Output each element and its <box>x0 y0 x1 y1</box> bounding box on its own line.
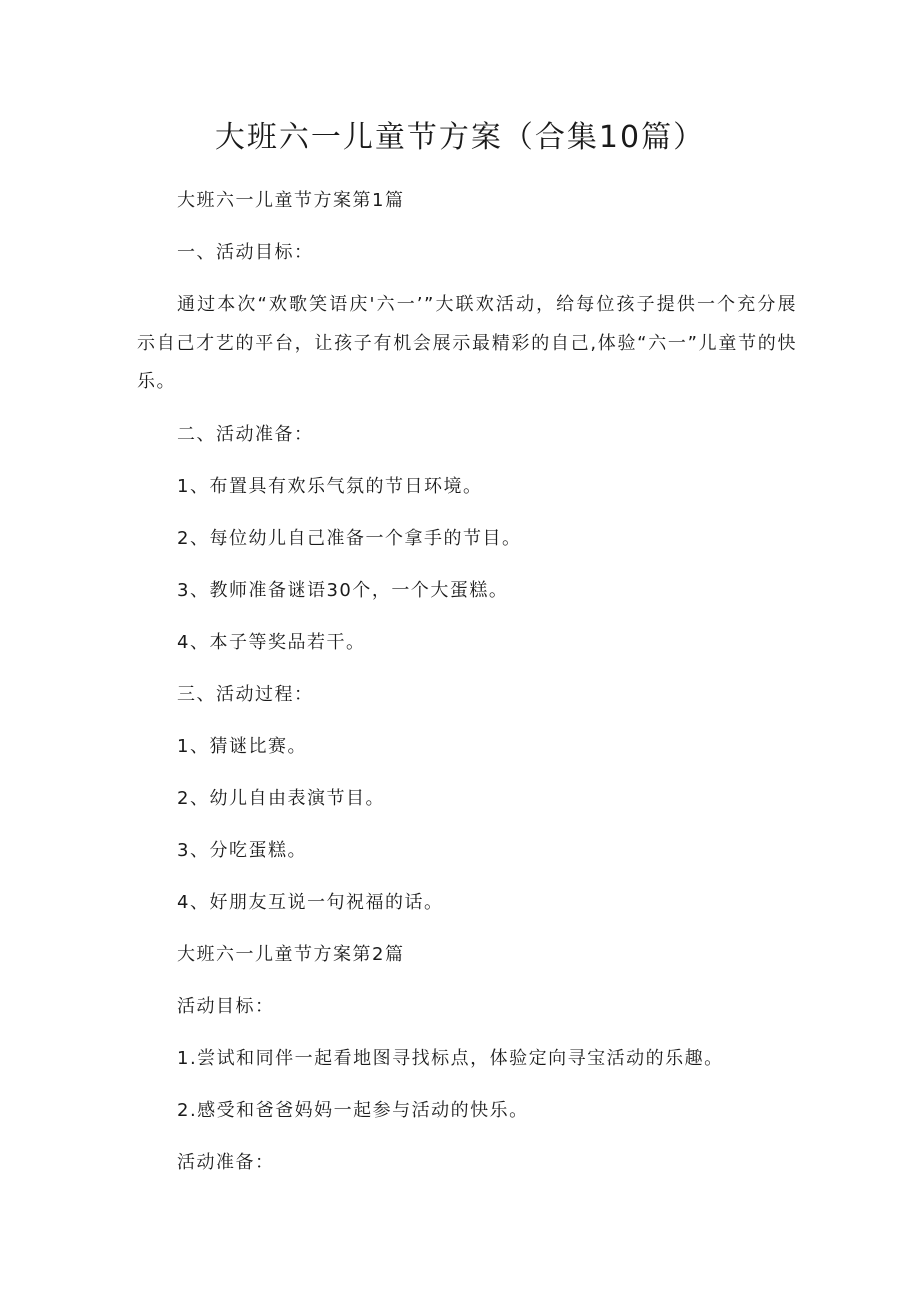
activity-process-heading: 三、活动过程： <box>177 683 314 705</box>
process-item-1: 1、猜谜比赛。 <box>177 735 307 757</box>
goal-item-2: 2.感受和爸爸妈妈一起参与活动的快乐。 <box>177 1099 529 1121</box>
goal-item-1: 1.尝试和同伴一起看地图寻找标点，体验定向寻宝活动的乐趣。 <box>177 1047 724 1069</box>
process-item-4: 4、好朋友互说一句祝福的话。 <box>177 891 444 913</box>
document-body <box>137 186 797 1200</box>
section-heading-1: 大班六一儿童节方案第1篇 <box>177 190 405 211</box>
goal-heading-2: 活动目标： <box>177 995 275 1017</box>
section-heading-2: 大班六一儿童节方案第2篇 <box>177 943 405 965</box>
prep-item-3: 3、教师准备谜语30个，一个大蛋糕。 <box>177 579 509 601</box>
document-title: 大班六一儿童节方案（合集10篇） <box>214 120 706 155</box>
prep-item-2: 2、每位幼儿自己准备一个拿手的节目。 <box>177 527 522 549</box>
activity-goal-heading: 一、活动目标： <box>177 242 314 263</box>
activity-prep-heading: 二、活动准备： <box>177 423 314 445</box>
process-item-3: 3、分吃蛋糕。 <box>177 839 307 861</box>
prep-heading-2: 活动准备： <box>177 1151 275 1173</box>
prep-item-4: 4、本子等奖品若干。 <box>177 631 366 653</box>
prep-item-1: 1、布置具有欢乐气氛的节日环境。 <box>177 475 483 497</box>
activity-goal-paragraph: 通过本次“欢歌笑语庆'六一’”大联欢活动，给每位孩子提供一个充分展示自己才艺的平台，让孩子有机会展示最精彩的自己,体验“六一”儿童节的快乐。 <box>137 294 797 392</box>
process-item-2: 2、幼儿自由表演节目。 <box>177 787 385 809</box>
